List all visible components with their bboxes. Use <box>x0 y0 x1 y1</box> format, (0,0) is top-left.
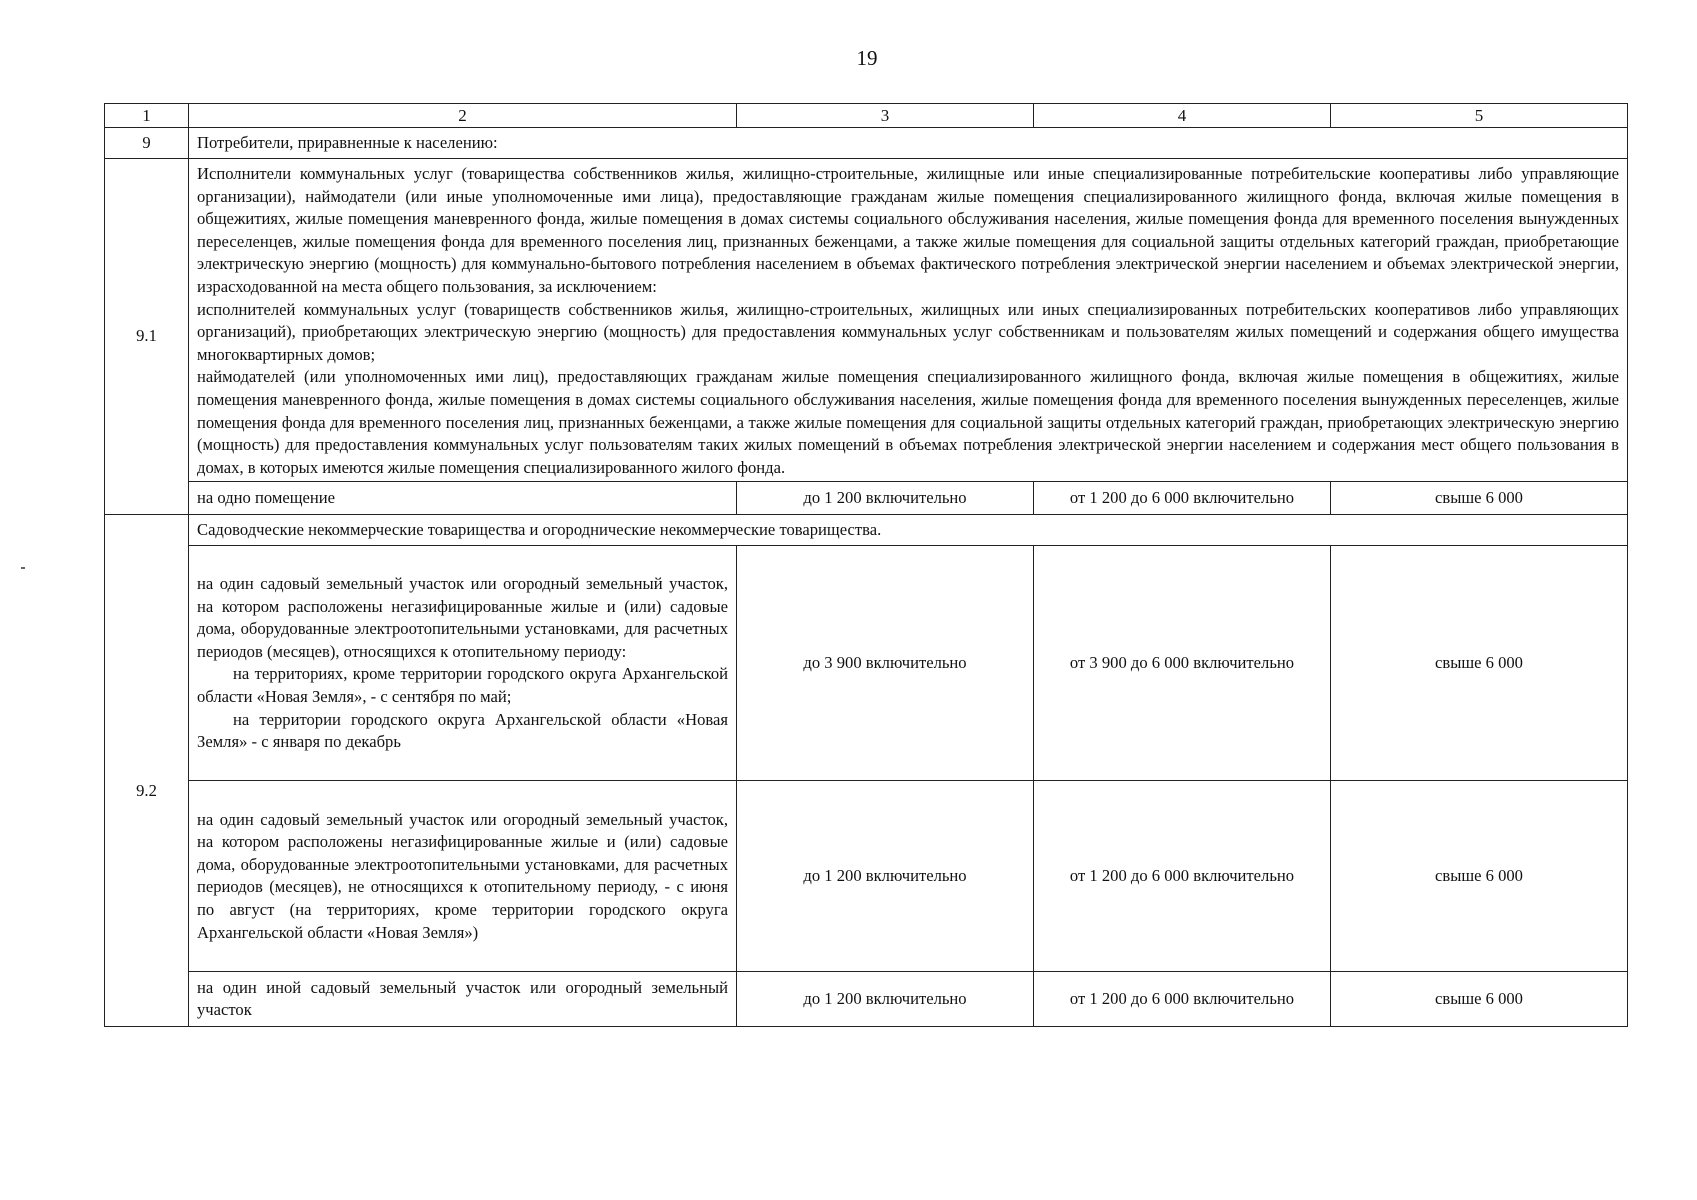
row-9-2 <box>105 515 1628 546</box>
range-low: до 1 200 включительно <box>737 972 1034 1027</box>
row-9-2-sub1 <box>105 546 1628 781</box>
row-label: Потребители, приравненные к населению: <box>189 128 1628 159</box>
range-low: до 1 200 включительно <box>737 482 1034 515</box>
range-mid: от 1 200 до 6 000 включительно <box>1034 972 1331 1027</box>
range-low: до 1 200 включительно <box>737 781 1034 972</box>
row-9-1-sub <box>105 482 1628 515</box>
scan-mark <box>21 567 25 569</box>
description-paragraph: исполнителей коммунальных услуг (товариществ собственников жилья, жилищно-строительных, жилищных или иных специализированных потребительских кооперативов либо управляющих организаций), приобретающих электрическую энергию (мощность) для предоставления коммунальных услуг собственникам и пользователям жилых помещений и содержания общего имущества многоквартирных домов; <box>197 299 1619 364</box>
row-number: 9.1 <box>105 159 189 515</box>
range-high: свыше 6 000 <box>1331 546 1628 781</box>
row-9-1-description <box>189 159 1628 482</box>
sub-label: на одно помещение <box>189 482 737 515</box>
range-mid: от 1 200 до 6 000 включительно <box>1034 781 1331 972</box>
description-paragraph: на территории городского округа Архангельской области «Новая Земля» - с января по декабрь <box>197 709 728 752</box>
column-number: 3 <box>737 104 1034 128</box>
range-mid: от 3 900 до 6 000 включительно <box>1034 546 1331 781</box>
range-high: свыше 6 000 <box>1331 781 1628 972</box>
range-high: свыше 6 000 <box>1331 972 1628 1027</box>
row-number: 9 <box>105 128 189 159</box>
tariff-table <box>104 103 1628 1027</box>
row-9-2-title: Садоводческие некоммерческие товарищества и огороднические некоммерческие товарищества. <box>189 515 1628 546</box>
range-mid: от 1 200 до 6 000 включительно <box>1034 482 1331 515</box>
description-paragraph: на территориях, кроме территории городского округа Архангельской области «Новая Земля», - с сентября по май; <box>197 664 728 706</box>
column-number: 5 <box>1331 104 1628 128</box>
sub2-description: на один садовый земельный участок или огородный земельный участок, на котором расположены негазифицированные жилые и (или) садовые дома, оборудованные электроотопительными установками, для расчетных периодов (месяцев), не относящихся к отопительному периоду, - с июня по август (на территориях, кроме территории городского округа Архангельской области «Новая Земля») <box>189 781 737 972</box>
sub3-description: на один иной садовый земельный участок или огородный земельный участок <box>189 972 737 1027</box>
sub1-description <box>189 546 737 781</box>
row-9-1 <box>105 159 1628 482</box>
row-number: 9.2 <box>105 515 189 1027</box>
description-paragraph: наймодателей (или уполномоченных ими лиц), предоставляющих гражданам жилые помещения специализированного жилищного фонда, включая жилые помещения в общежитиях, жилые помещения маневренного фонда, жилые помещения в домах системы социального обслуживания населения, жилые помещения фонда для временного поселения вынужденных переселенцев, жилые помещения фонда для временного поселения лиц, признанных беженцами, а также жилые помещения для социальной защиты отдельных категорий граждан, приобретающих электрическую энергию (мощность) для предоставления коммунальных услуг пользователям таких жилых помещений в объемах потребления электрической энергии населением и содержания мест общего пользования в домах, в которых имеются жилые помещения специализированного жилого фонда. <box>197 367 1619 477</box>
range-low: до 3 900 включительно <box>737 546 1034 781</box>
column-number: 1 <box>105 104 189 128</box>
description-paragraph: на один садовый земельный участок или огородный земельный участок, на котором расположены негазифицированные жилые и (или) садовые дома, оборудованные электроотопительными установками, для расчетных периодов (месяцев), относящихся к отопительному периоду: <box>197 573 728 661</box>
row-9-2-sub3 <box>105 972 1628 1027</box>
column-number: 4 <box>1034 104 1331 128</box>
column-number-row <box>105 104 1628 128</box>
row-9-2-sub2 <box>105 781 1628 972</box>
range-high: свыше 6 000 <box>1331 482 1628 515</box>
description-paragraph: Исполнители коммунальных услуг (товарищества собственников жилья, жилищно-строительные, жилищные или иные специализированные потребительские кооперативы либо управляющие организации), наймодатели (или иные уполномоченные ими лица), предоставляющие гражданам жилые помещения специализированного жилищного фонда, включая жилые помещения в общежитиях, жилые помещения маневренного фонда, жилые помещения в домах системы социального обслуживания населения, жилые помещения фонда для временного поселения вынужденных переселенцев, жилые помещения фонда для временного поселения лиц, признанных беженцами, а также жилые помещения для социальной защиты отдельных категорий граждан, приобретающие электрическую энергию (мощность) для коммунально-бытового потребления населением в объемах фактического потребления электрической энергии населением и объемах электрической энергии, израсходованной на места общего пользования, за исключением: <box>197 164 1619 296</box>
page-number: 19 <box>856 46 878 70</box>
column-number: 2 <box>189 104 737 128</box>
row-9 <box>105 128 1628 159</box>
